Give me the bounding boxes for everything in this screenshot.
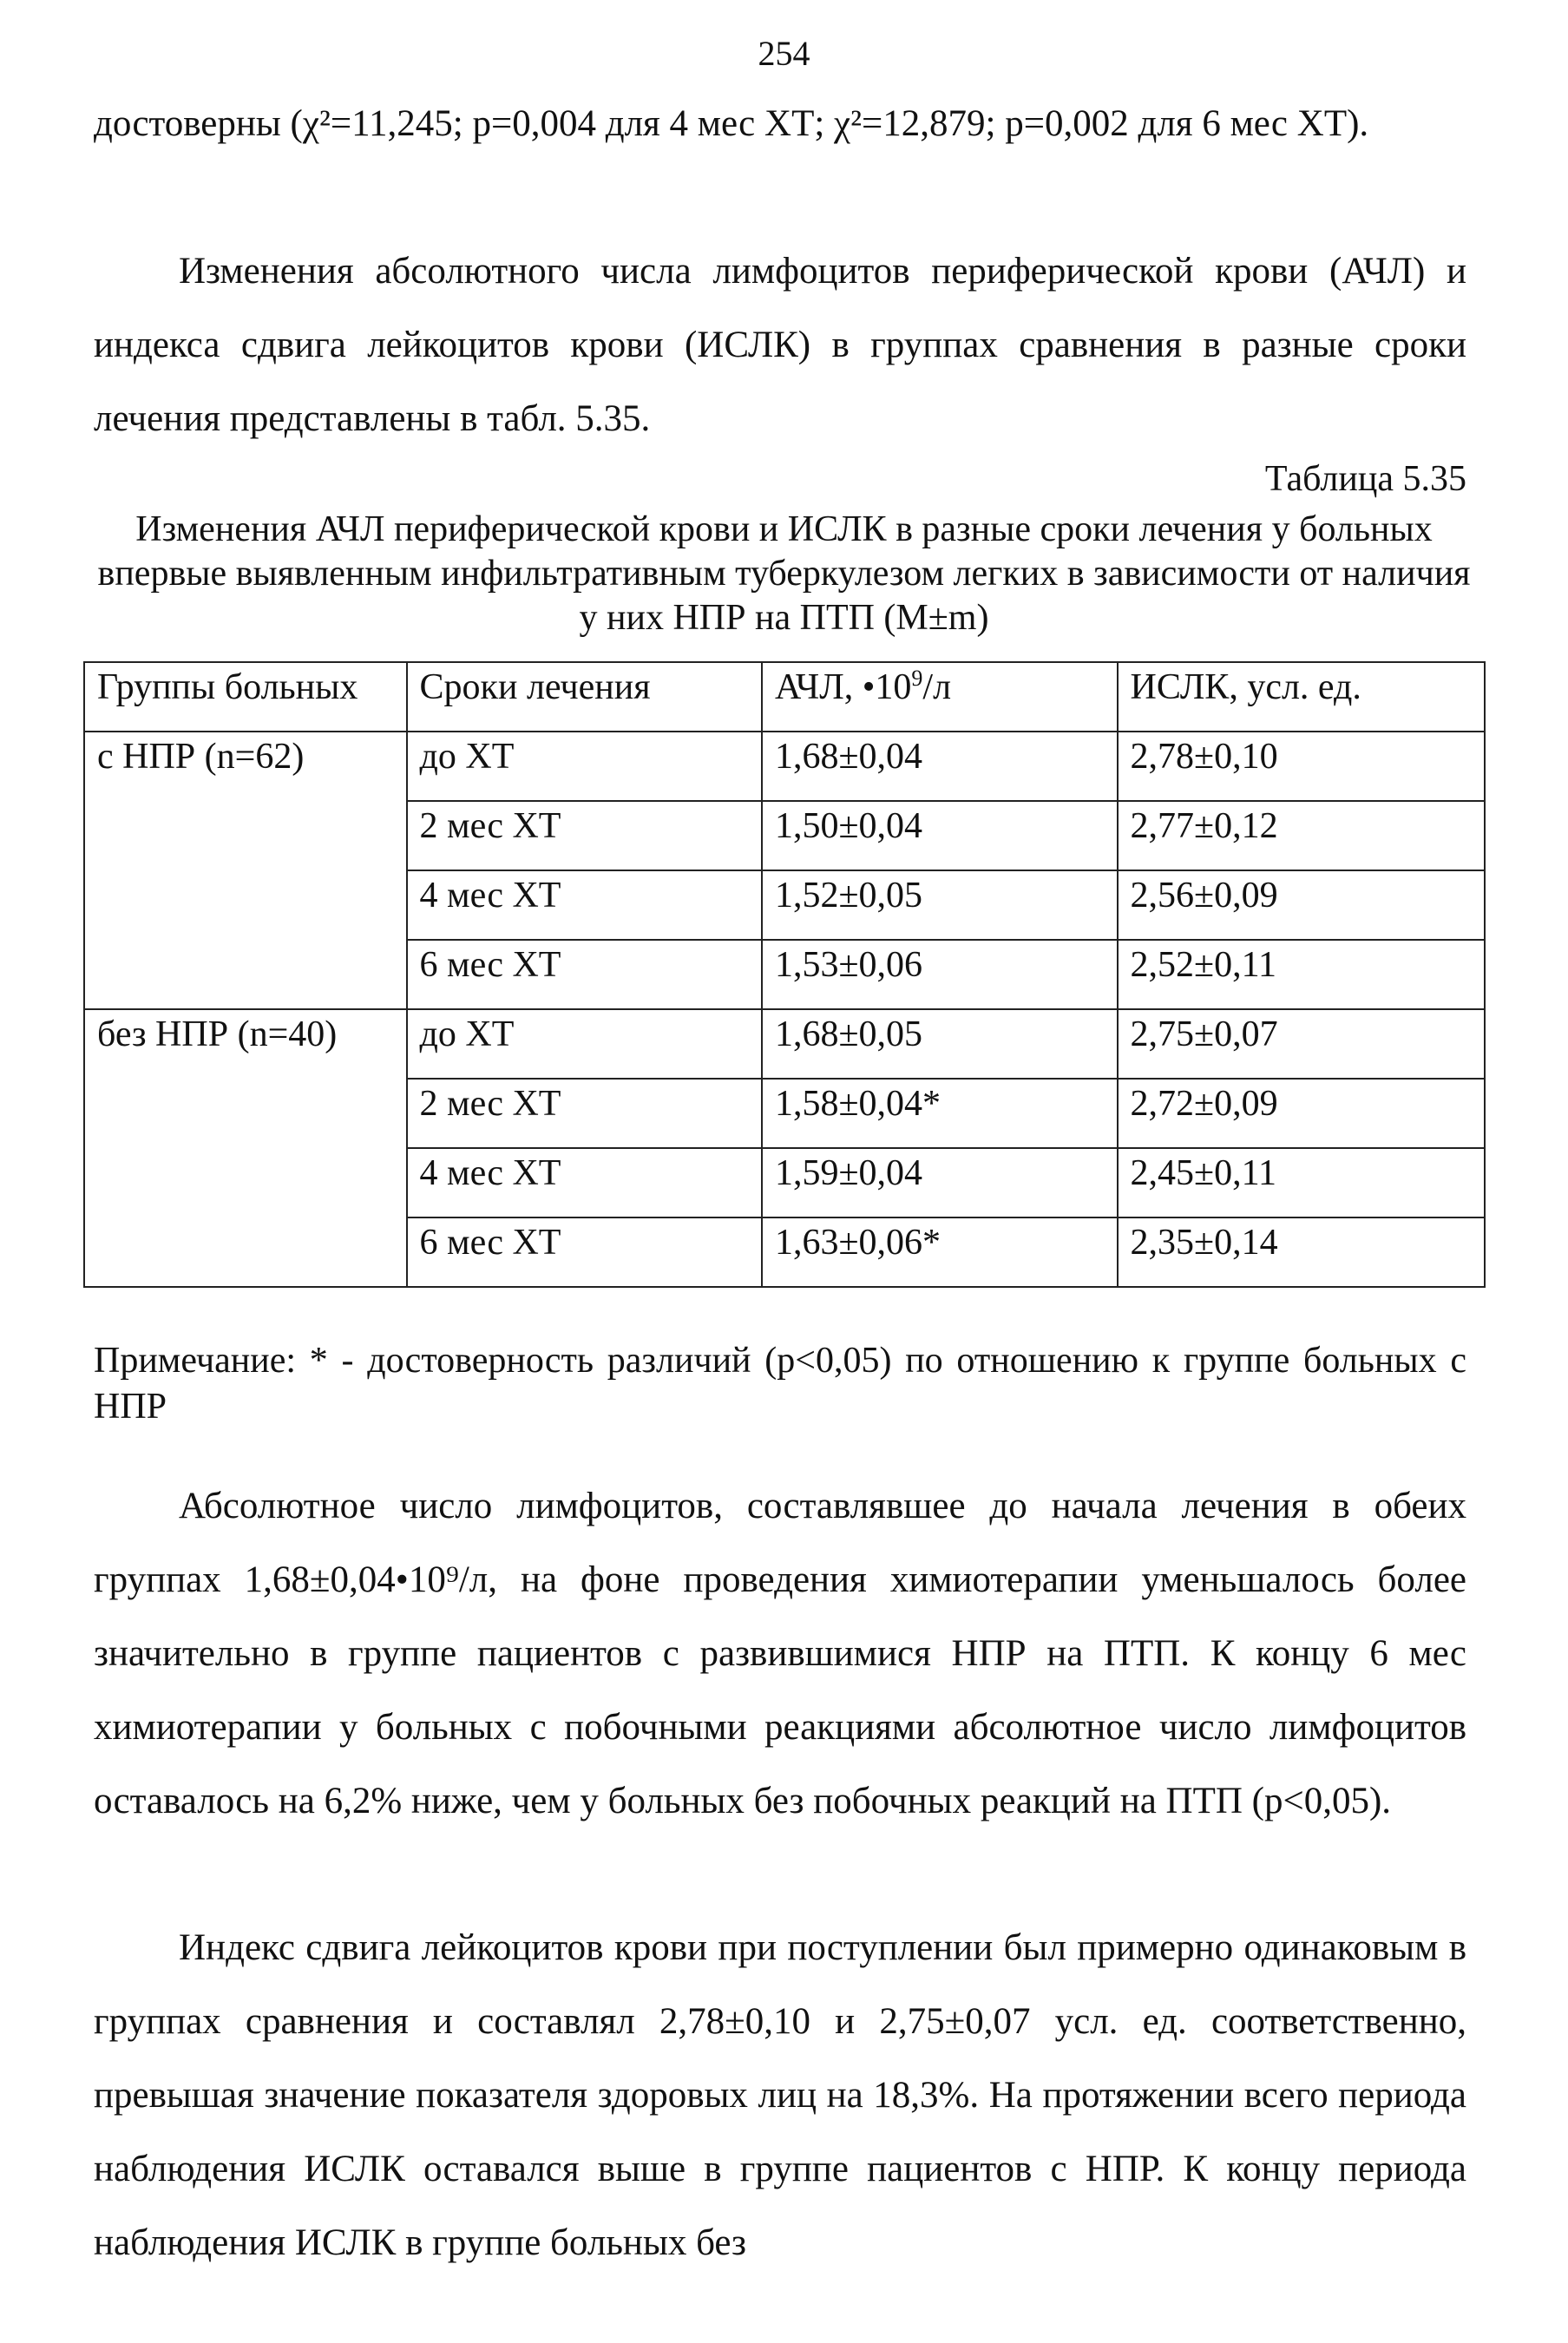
header-achl-prefix: АЧЛ, •10: [774, 667, 912, 707]
cell-achl: 1,59±0,04: [762, 1148, 1118, 1217]
header-achl: [762, 662, 1118, 732]
group-label: с НПР (n=62): [84, 732, 407, 1009]
cell-period: до ХТ: [407, 1009, 762, 1079]
paragraph-3: Абсолютное число лимфоцитов, составлявшее до начала лечения в обеих группах 1,68±0,04•10⁹/л, на фоне проведения химиотерапии уменьшалось более значительно в группе пациентов с развившимися НПР на ПТП. К концу 6 мес химиотерапии у больных с побочными реакциями абсолютное число лимфоцитов оставалось на 6,2% ниже, чем у больных без побочных реакций на ПТП (р<0,05).: [94, 1486, 1466, 1821]
header-period: Сроки лечения: [407, 662, 762, 732]
table-row: [84, 1009, 1485, 1079]
cell-period: 2 мес ХТ: [407, 1079, 762, 1148]
cell-achl: 1,63±0,06*: [762, 1217, 1118, 1287]
paragraph-4: Индекс сдвига лейкоцитов крови при поступлении был примерно одинаковым в группах сравнения и составлял 2,78±0,10 и 2,75±0,07 усл. ед. соответственно, превышая значение показателя здоровых лиц на 18,3%. На протяжении всего периода наблюдения ИСЛК оставался выше в группе пациентов с НПР. К концу периода наблюдения ИСЛК в группе больных без: [94, 1927, 1466, 2263]
table-header-row: [84, 662, 1485, 732]
paragraph-2: Изменения абсолютного числа лимфоцитов периферической крови (АЧЛ) и индекса сдвига лейкоцитов крови (ИСЛК) в группах сравнения в разные сроки лечения представлены в табл. 5.35.: [94, 251, 1466, 439]
cell-islk: 2,45±0,11: [1118, 1148, 1485, 1217]
cell-period: 6 мес ХТ: [407, 1217, 762, 1287]
table-note: Примечание: * - достоверность различий (р<0,05) по отношению к группе больных с НПР: [94, 1341, 1466, 1427]
cell-period: 4 мес ХТ: [407, 870, 762, 940]
table-caption: Изменения АЧЛ периферической крови и ИСЛК в разные сроки лечения у больных впервые выявленным инфильтративным туберкулезом легких в зависимости от наличия у них НПР на ПТП (М±m): [97, 509, 1471, 638]
cell-period: 2 мес ХТ: [407, 801, 762, 870]
results-table: [83, 661, 1486, 1288]
cell-islk: 2,52±0,11: [1118, 940, 1485, 1009]
cell-period: 4 мес ХТ: [407, 1148, 762, 1217]
header-achl-exponent: 9: [911, 666, 923, 691]
cell-period: до ХТ: [407, 732, 762, 801]
cell-islk: 2,77±0,12: [1118, 801, 1485, 870]
cell-islk: 2,75±0,07: [1118, 1009, 1485, 1079]
header-groups: Группы больных: [84, 662, 407, 732]
table-label: Таблица 5.35: [1264, 459, 1466, 499]
paragraph-1: достоверны (χ²=11,245; р=0,004 для 4 мес ХТ; χ²=12,879; р=0,002 для 6 мес ХТ).: [94, 103, 1369, 144]
cell-achl: 1,52±0,05: [762, 870, 1118, 940]
cell-islk: 2,72±0,09: [1118, 1079, 1485, 1148]
cell-achl: 1,53±0,06: [762, 940, 1118, 1009]
header-achl-suffix: /л: [922, 667, 952, 707]
cell-period: 6 мес ХТ: [407, 940, 762, 1009]
page-number: 254: [758, 34, 810, 73]
cell-islk: 2,78±0,10: [1118, 732, 1485, 801]
cell-islk: 2,35±0,14: [1118, 1217, 1485, 1287]
table-row: [84, 732, 1485, 801]
group-label: без НПР (n=40): [84, 1009, 407, 1287]
cell-achl: 1,58±0,04*: [762, 1079, 1118, 1148]
cell-achl: 1,68±0,04: [762, 732, 1118, 801]
cell-achl: 1,68±0,05: [762, 1009, 1118, 1079]
cell-achl: 1,50±0,04: [762, 801, 1118, 870]
cell-islk: 2,56±0,09: [1118, 870, 1485, 940]
header-islk: ИСЛК, усл. ед.: [1118, 662, 1485, 732]
